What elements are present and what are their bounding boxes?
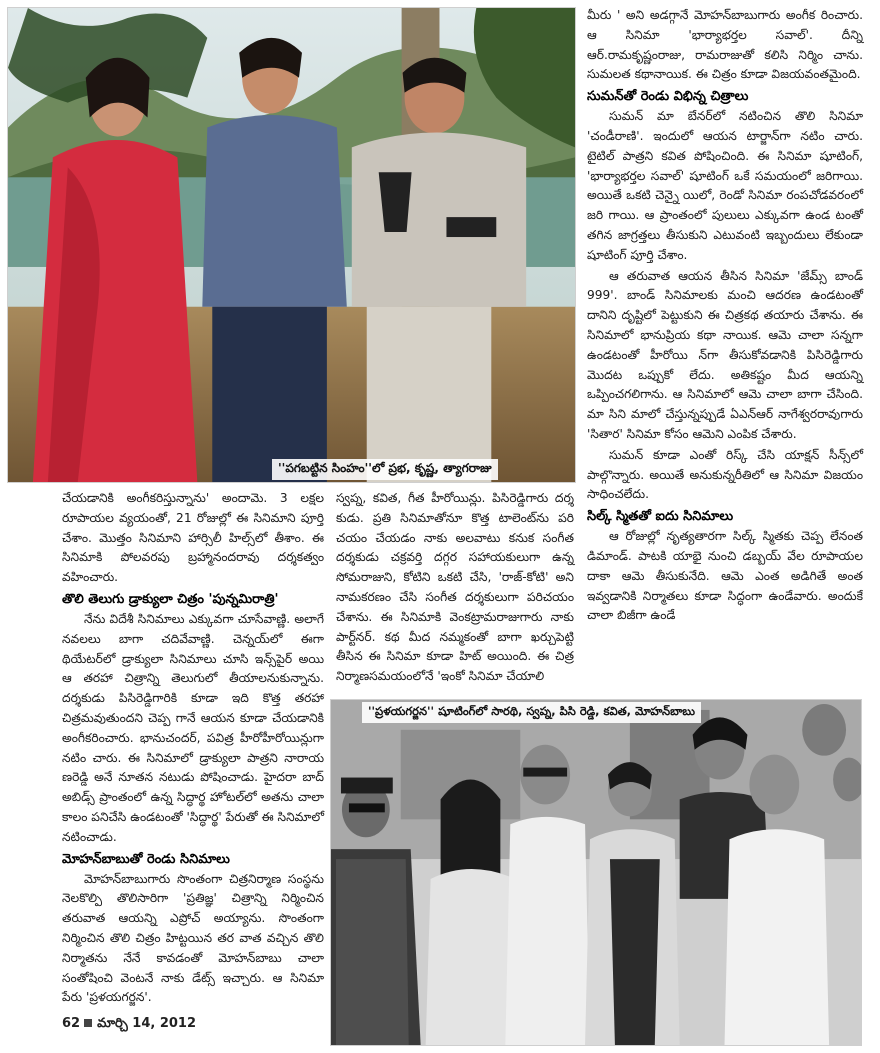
left-column <box>62 489 324 1009</box>
top-photo <box>7 7 576 483</box>
top-photo-caption: ''పగబట్టిన సింహం''లో ప్రభ, కృష్ణ, త్యాగరాజు <box>272 459 498 480</box>
left-para-2: నేను విదేశీ సినిమాలు ఎక్కువగా చూసేవాణ్ణి. అలాగే నవలలు బాగా చదివేవాణ్ణి. చెన్నయ్‌లో ఈగా థియేటర్‌లో డ్రాక్యులా సినిమాలు చూసి ఇన్స్‌పైర్‌ అయి ఆ తరహా చిత్రాన్ని తెలుగులో తీయాలనుకున్నాను. దర్శకుడు పిసిరెడ్డిగారికి కూడా ఇది కొత్త తరహా చిత్రమవుతుందని చెప్ప గానే ఆయన కూడా చేయడానికి అంగీకరించారు. భానుచందర్‌, పవిత్ర హీరోహీరోయిన్లుగా నటిం చారు. ఈ సినిమాలో డ్రాక్యులా పాత్రని నారాయ ణరెడ్డి అనే నూతన నటుడు పోషించాడు. హైదరా బాద్‌ అబిడ్స్‌ ప్రాంతంలో ఉన్న సిద్ధార్థ హోటల్‌లో అతను చాలా కాలం పనిచేసి ఉండటంతో 'సిద్ధార్థ' పేరుతో ఈ సినిమాలో నటించాడు. <box>62 611 324 844</box>
left-heading-2: మోహన్‌బాబుతో రెండు సినిమాలు <box>62 851 230 867</box>
left-para-1: చేయడానికి అంగీకరిస్తున్నాను' అందామె. 3 లక్షల రూపాయల వ్యయంతో, 21 రోజుల్లో ఈ సినిమాని పూర్తి చేశాం. మొత్తం సినిమాని హార్సిలీ హిల్స్‌లో తీశాం. ఈ సినిమాకి పోలవరపు బ్రహ్మానందరావు దర్శకత్వం వహించారు. <box>62 491 324 585</box>
right-column <box>587 6 863 627</box>
right-para-2: సుమన్‌ మా బేనర్‌లో నటించిన తొలి సినిమా 'చండీరాణి'. ఇందులో ఆయన టార్జాన్‌గా నటిం చారు. టైటిల్‌ పాత్రని కవిత పోషించింది. ఈ సినిమా షూటింగ్‌, 'భార్యాభర్తల సవాల్‌' షూటింగ్‌ ఒకే సమయంలో జరిగాయి. అయితే ఒకటి చెన్నై యిలో, రెండో సినిమా రంపచోడవరంలో జరి గాయి. ఆ ప్రాంతంలో పులులు ఎక్కువగా ఉండ టంతో తగిన జాగ్రత్తలు తీసుకుని ఎటువంటి ఇబ్బందులు లేకుండా షూటింగ్‌ పూర్తి చేశాం. <box>587 109 863 262</box>
right-para-1: మీరు ' అని అడగ్గానే మోహన్‌బాబుగారు అంగీక రించారు. ఆ సినిమా 'భార్యాభర్తల సవాల్‌'. దీన్ని ఆర్‌.రామకృష్ణంరాజు, రామరాజుతో కలిసి నిర్మిం చాను. సుమలత కథానాయిక. ఈ చిత్రం కూడా విజయవంతమైంది. <box>587 8 863 82</box>
bottom-photo-image <box>331 700 861 1045</box>
page-number: 62 <box>62 1016 81 1031</box>
page-footer <box>62 1016 196 1034</box>
middle-para-1: స్వప్న, కవిత, గీత హీరోయిన్లు. పిసిరెడ్డిగారు దర్శ కుడు. ప్రతి సినిమాతోనూ కొత్త టాలెంట్‌ను పరి చయం చేయడం నాకు అలవాటు కనుక సంగీత దర్శకుడు చక్రవర్తి దగ్గర సహాయకులుగా ఉన్న సోమరాజుని, కోటిని ఒకటి చేసి, 'రాజ్‌-కోటి' అని నామకరణం చేసి సంగీత దర్శకులుగా పరిచయం చేశాను. ఈ సినిమాకి వెంకట్రామరాజుగారు నాకు పార్ట్‌నర్‌. కథ మీద నమ్మకంతో బాగా ఖర్చుపెట్టి తీసిన ఈ సినిమా కూడా హిట్‌ అయింది. ఈ చిత్ర నిర్మాణసమయంలోనే 'ఇంకో సినిమా చేయాలి <box>336 491 574 684</box>
right-para-4: సుమన్‌ కూడా ఎంతో రిస్క్‌ చేసి యాక్షన్‌ సీన్స్‌లో పాల్గొన్నారు. అయితే అనుకున్నరీతిలో ఆ సినిమా విజయం సాధించలేదు. <box>587 447 863 502</box>
bottom-photo <box>330 699 862 1046</box>
middle-column <box>336 489 574 688</box>
right-para-3: ఆ తరువాత ఆయన తీసిన సినిమా 'జేమ్స్‌ బాండ్‌ 999'. బాండ్‌ సినిమాలకు మంచి ఆదరణ ఉండటంతో దానిని దృష్టిలో పెట్టుకుని ఈ చిత్రకథ తయారు చేశాను. ఈ సినిమాలో భానుప్రియ కథా నాయిక. ఆమె చాలా సన్నగా ఉండటంతో హీరోయి న్‌గా తీసుకోవడానికి పిసిరెడ్డిగారు మొదట ఒప్పుకో లేదు. అతికష్టం మీద ఆయన్ని ఒప్పించగలిగాను. ఆ సినిమాలో ఆమె చాలా బాగా చేసింది. మా సిని మాలో చేస్తున్నప్పుడే ఏఎన్‌ఆర్ నాగేశ్వరరావుగారు 'సితార' సినిమా కోసం ఆమెని ఎంపిక చేశారు. <box>587 268 863 441</box>
left-heading-1: తొలి తెలుగు డ్రాక్యులా చిత్రం 'పున్నమిరాత్రి' <box>62 591 279 607</box>
bottom-photo-caption: ''ప్రళయగర్జన'' షూటింగ్‌లో సారథి, స్వప్న, పిసి రెడ్డి, కవిత, మోహన్‌బాబు <box>362 702 701 723</box>
square-bullet-icon <box>84 1019 92 1027</box>
right-para-5: ఆ రోజుల్లో నృత్యతారగా సిల్క్‌ స్మితకు చెప్ప లేనంత డిమాండ్‌. పాటకి యాభై నుంచి డబ్బయ్‌ వేల రూపాయల దాకా ఆమె తీసుకునేది. ఆమె ఎంత అడిగితే అంత ఇవ్వడానికి నిర్మాతలు కూడా సిద్ధంగా ఉండేవారు. అందుకే చాలా బిజీగా ఉండే <box>587 529 863 623</box>
top-photo-image <box>8 8 575 482</box>
right-heading-2: సిల్క్‌ స్మితతో ఐదు సినిమాలు <box>587 509 734 525</box>
right-heading-1: సుమన్‌తో రెండు విభిన్న చిత్రాలు <box>587 89 749 105</box>
left-para-3: మోహన్‌బాబుగారు సొంతంగా చిత్రనిర్మాణ సంస్థను నెలకొల్పి తొలిసారిగా 'ప్రతిజ్ఞ' చిత్రాన్ని నిర్మించిన తరువాత ఆయన్ని ఎప్రోచ్‌ అయ్యాను. సొంతంగా నిర్మించిన తొలి చిత్రం హిట్టయిన తర వాత వచ్చిన తొలి నిర్మాతను నేనే కావడంతో మోహన్‌బాబు చాలా సంతోషించి వెంటనే నాకు డేట్స్‌ ఇచ్చారు. ఆ సినిమా పేరు 'ప్రళయగర్జన'. <box>62 871 324 1005</box>
issue-date: మార్చి 14, 2012 <box>97 1016 197 1031</box>
